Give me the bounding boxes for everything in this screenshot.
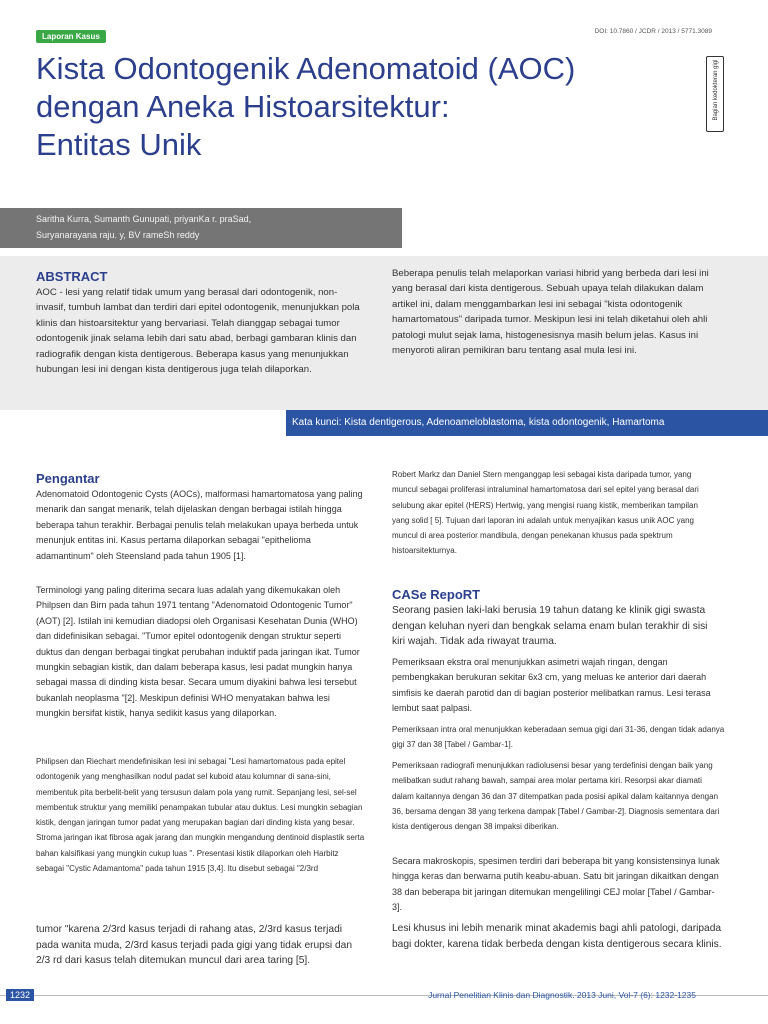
intro-paragraph-2: Terminologi yang paling diterima secara luas adalah yang dikemukakan oleh Philpsen dan Birn pada tahun 1971 tentang "Adenomatoid Odontogenic Tumor" (AOT) [2]. Istilah ini kemudian diadopsi oleh Organisasi Kesehatan Dunia (WHO) dan didefinisikan sebagai. "Tumor epitel odontogenik dengan struktur seperti duktus dan dengan berbagai tingkat perubahan induktif pada jaringan ikat. Tumor mungkin sebagian kistik, dan dalam beberapa kasus, lesi padat mungkin hanya sebagai massa di dinding kista besar. Secara umum diyakini bahwa lesi tersebut bukanlah neoplasma "[2]. Meskipun definisi WHO menyatakan bahwa lesi mungkin bersifat kistik, hanya sedikit kasus yang dilaporkan. xyxy=(36,585,360,719)
title-line-3: Entitas Unik xyxy=(36,127,202,162)
case-paragraph-4: Pemeriksaan radiografi menunjukkan radiolusensi besar yang terdefinisi dengan baik yang melibatkan sudut rahang bawah, sampai area molar pertama kiri. Resorpsi akar diamati dalam kaitannya dengan 36 dan 37 ditempatkan pada posisi apikal dalam kaitannya dengan 36, bersama dengan 38 yang terkena dampak [Tabel / Gambar-2]. Diagnosis sementara dari kista dentigerous dengan 38 impaksi diberikan. xyxy=(392,761,720,832)
keywords-text: Kista dentigerous, Adenoameloblastoma, kista odontogenik, Hamartoma xyxy=(344,417,665,428)
intro-paragraph-3: Philipsen dan Riechart mendefinisikan lesi ini sebagai "Lesi hamartomatous pada epitel odontogenik yang menghasilkan nodul padat sel kuboid atau kolumnar di sana-sini, membentuk pita berbelit-belit yang tersusun dalam pola yang rumit. Sepanjang lesi, sel-sel membentuk struktur yang memiliki penampakan tubular atau duktus. Lesi mungkin sebagian kistik, dengan jaringan tumor padat yang merupakan bagian dari dinding kista yang besar. Stroma jaringan ikat fibrosa agak jarang dan mungkin mengandung dentinoid displastik serta bahan kalsifikasi yang mungkin cukup luas ". Presentasi kistik dilaporkan oleh Harbitz sebagai "Cystic Adamantoma" pada tahun 1915 [3,4]. Itu disebut sebagai "2/3rd xyxy=(36,757,365,874)
section-side-tab xyxy=(706,56,724,132)
title-line-1: Kista Odontogenik Adenomatoid (AOC) xyxy=(36,51,576,86)
page-number: 1232 xyxy=(6,989,34,1001)
abstract-text-left: AOC - lesi yang relatif tidak umum yang berasal dari odontogenik, non-invasif, tumbuh lambat dan terdiri dari epitel odontogenik, menunjukkan pola klinis dan histoarsitektur yang bervariasi. Telah dianggap sebagai tumor odontogenik jinak selama lebih dari satu abad, berbagi gambaran klinis dan radiografik dengan kista dentigerous. Beberapa kasus yang menunjukkan hubungan lesi ini dengan kista dentigerous juga telah dilaporkan. xyxy=(36,287,360,376)
doi-label: DOI: 10.7860 / JCDR / 2013 / 5771.3089 xyxy=(594,28,712,35)
case-paragraph-1: Seorang pasien laki-laki berusia 19 tahun datang ke klinik gigi swasta dengan keluhan nyeri dan bengkak selama enam bulan terakhir di sisi kiri wajah. Tidak ada riwayat trauma. xyxy=(392,605,708,648)
authors-line-2: Suryanarayana raju. y, BV rameSh reddy xyxy=(36,230,200,240)
keywords-label: Kata kunci: xyxy=(292,417,342,428)
right-column-intro-paragraph: Robert Markz dan Daniel Stern menganggap lesi sebagai kista daripada tumor, yang muncul sebagai proliferasi intraluminal hamartomatosa dari sel epitel yang berasal dari selubung akar epitel (HERS) Hertwig, yang mengisi ruang kistik, memberikan tampilan yang solid [ 5]. Tujuan dari laporan ini adalah untuk menyajikan kasus unik AOC yang muncul di area posterior mandibula, dengan penekanan khusus pada spektrum histoarsitekturnya. xyxy=(392,470,699,556)
case-paragraph-3: Pemeriksaan intra oral menunjukkan keberadaan semua gigi dari 31-36, dengan tidak adanya gigi 37 dan 38 [Tabel / Gambar-1]. xyxy=(392,725,725,750)
case-report-heading: CASe RepoRT xyxy=(392,587,481,602)
abstract-heading: ABSTRACT xyxy=(36,269,108,284)
journal-citation: Jurnal Penelitian Klinis dan Diagnostik. 2013 Juni, Vol-7 (6): 1232-1235 xyxy=(428,990,696,1000)
authors-line-1: Saritha Kurra, Sumanth Gunupati, priyanKa r. praSad, xyxy=(36,214,252,224)
intro-paragraph-1: Adenomatoid Odontogenic Cysts (AOCs), malformasi hamartomatosa yang paling menarik dan sangat menarik, telah dijelaskan dengan berbagai istilah hingga beberapa tahun terakhir. Berbagai penulis telah melakukan upaya berbeda untuk menunjuk entitas ini. Kasus pertama dilaporkan sebagai "epithelioma adamantinum" oleh Steensland pada tahun 1905 [1]. xyxy=(36,489,363,561)
case-paragraph-5: Secara makroskopis, spesimen terdiri dari beberapa bit yang konsistensinya lunak hingga keras dan berwarna putih keabu-abuan. Satu bit jaringan dikaitkan dengan 38 dan beberapa bit jaringan ditemukan mengelilingi CEJ molar [Tabel / Gambar-3]. xyxy=(392,856,720,913)
intro-heading: Pengantar xyxy=(36,471,100,486)
intro-paragraph-4: tumor "karena 2/3rd kasus terjadi di rahang atas, 2/3rd kasus terjadi pada wanita muda, 2/3rd kasus terjadi pada gigi yang tidak erupsi dan 2/3 rd dari kasus telah ditemukan muncul dari area taring [5]. xyxy=(36,924,353,967)
side-tab-label: Bagian kedokteran gigi xyxy=(713,59,719,121)
article-title xyxy=(36,50,676,164)
authors-bar xyxy=(0,208,402,248)
abstract-text-right: Beberapa penulis telah melaporkan variasi hibrid yang berbeda dari lesi ini yang berasal dari kista dentigerous. Sebuah upaya telah dilakukan dalam artikel ini, dalam menggambarkan lesi ini sebagai "kista odontogenik hamartomatous" daripada tumor. Meskipun lesi ini telah diketahui oleh ahli patologi mulut sejak lama, histogenesisnya masih belum jelas. Kasus ini menyoroti aliran pemikiran baru tentang asal mula lesi ini. xyxy=(392,268,709,357)
case-paragraph-2: Pemeriksaan ekstra oral menunjukkan asimetri wajah ringan, dengan pembengkakan berukuran sekitar 6x3 cm, yang meluas ke anterior dari daerah simfisis ke daerah parotid dan di bagian posterior melibatkan ramus. Lesi terasa lembut saat palpasi. xyxy=(392,657,711,714)
article-type-badge: Laporan Kasus xyxy=(36,30,106,43)
keywords-bar xyxy=(286,410,768,436)
case-paragraph-6: Lesi khusus ini lebih menarik minat akademis bagi ahli patologi, daripada bagi dokter, karena tidak berbeda dengan kista dentigerous secara klinis. xyxy=(392,923,722,950)
title-line-2: dengan Aneka Histoarsitektur: xyxy=(36,89,450,124)
